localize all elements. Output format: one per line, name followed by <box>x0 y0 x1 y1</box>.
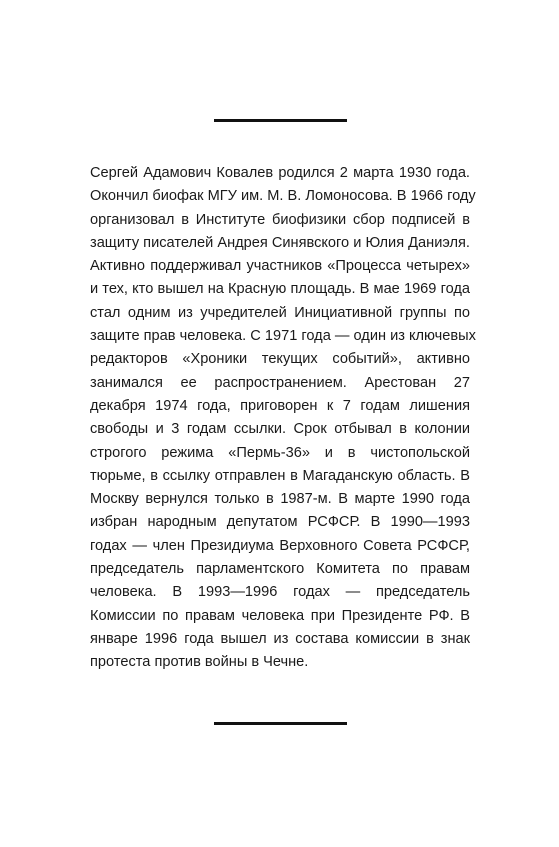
text-line: стал одним из учредителей Инициативной группы по <box>90 304 470 321</box>
text-line: годах — член Президиума Верховного Совета РСФСР, <box>90 537 470 554</box>
top-divider <box>214 119 347 122</box>
text-line: Окончил биофак МГУ им. М. В. Ломоносова. В 1966 году <box>90 188 476 205</box>
text-line: человека. В 1993—1996 годах — председатель <box>90 584 470 601</box>
text-line: занимался ее распространением. Арестован 27 <box>90 374 470 391</box>
text-line: январе 1996 года вышел из состава комиссии в знак <box>90 630 470 647</box>
text-line: Активно поддерживал участников «Процесса четырех» <box>90 258 470 275</box>
text-line: Комиссии по правам человека при Президенте РФ. В <box>90 607 470 624</box>
biography-paragraph <box>90 162 476 675</box>
bottom-divider <box>214 722 347 725</box>
text-line: свободы и 3 годам ссылки. Срок отбывал в колонии <box>90 421 470 438</box>
text-line: Сергей Адамович Ковалев родился 2 марта 1930 года. <box>90 165 470 181</box>
text-line: и тех, кто вышел на Красную площадь. В мае 1969 года <box>90 281 470 298</box>
text-line: избран народным депутатом РСФСР. В 1990—1993 <box>90 514 470 531</box>
text-line: защите прав человека. С 1971 года — один из ключевых <box>90 328 476 345</box>
text-line: тюрьме, в ссылку отправлен в Магаданскую область. В <box>90 467 470 484</box>
text-line: защиту писателей Андрея Синявского и Юлия Даниэля. <box>90 234 470 251</box>
text-line: председатель парламентского Комитета по правам <box>90 561 470 578</box>
text-line: декабря 1974 года, приговорен к 7 годам лишения <box>90 397 470 414</box>
text-line: Москву вернулся только в 1987-м. В марте 1990 года <box>90 491 470 508</box>
text-line: редакторов «Хроники текущих событий», активно <box>90 351 470 368</box>
text-line: протеста против войны в Чечне. <box>90 654 309 671</box>
text-line: организовал в Институте биофизики сбор подписей в <box>90 211 470 228</box>
text-line: строгого режима «Пермь-36» и в чистопольской <box>90 444 470 461</box>
